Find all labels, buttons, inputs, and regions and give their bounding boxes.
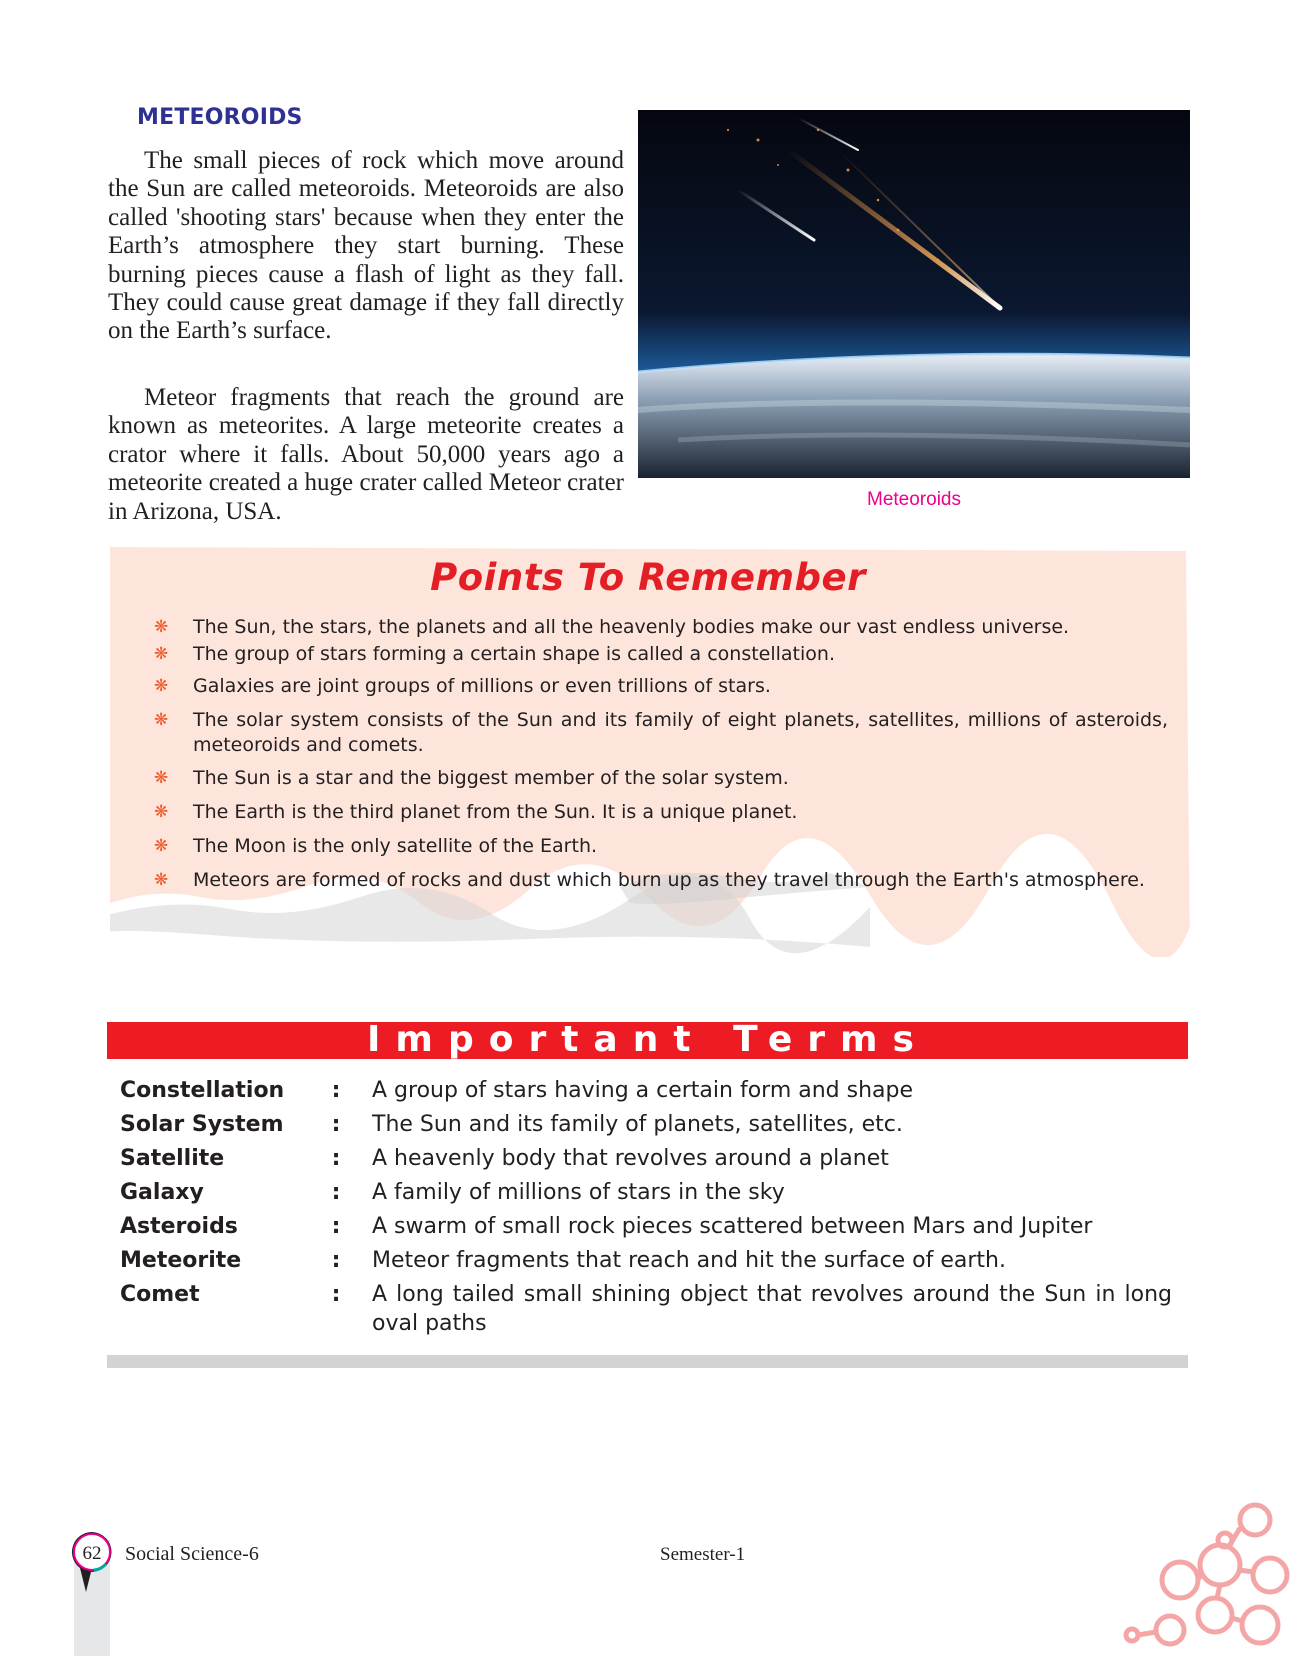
term-definition: A group of stars having a certain form and shape (372, 1078, 914, 1103)
table-row (120, 1076, 1172, 1105)
term-name: Solar System (120, 1112, 284, 1137)
term-name: Satellite (120, 1146, 225, 1171)
decorative-circles-icon (1120, 1500, 1296, 1656)
flower-bullet-icon: ❋ (154, 710, 169, 730)
meteoroids-photo (638, 110, 1190, 478)
section-heading: METEOROIDS (137, 105, 303, 130)
term-definition: The Sun and its family of planets, satellites, etc. (372, 1112, 903, 1137)
flower-bullet-icon: ❋ (154, 768, 169, 788)
list-item: ❋ The group of stars forming a certain shape is called a constellation. (154, 643, 835, 665)
term-definition: A family of millions of stars in the sky (372, 1180, 785, 1205)
term-name: Comet (120, 1282, 200, 1307)
term-name: Meteorite (120, 1248, 242, 1273)
term-definition: A swarm of small rock pieces scattered between Mars and Jupiter (372, 1214, 1093, 1239)
table-row (120, 1110, 1172, 1139)
list-item: ❋ The Sun, the stars, the planets and all the heavenly bodies make our vast endless universe. (154, 616, 1070, 638)
terms-bottom-rule (107, 1355, 1188, 1368)
photo-caption: Meteoroids (867, 489, 961, 510)
flower-bullet-icon: ❋ (154, 676, 169, 696)
term-separator: : (331, 1180, 341, 1205)
important-terms-title: Important Terms (367, 1019, 929, 1060)
flower-bullet-icon: ❋ (154, 617, 169, 637)
list-item: ❋ The solar system consists of the Sun and its family of eight planets, satellites, millions of asteroids, meteoroids and comets. (154, 709, 1168, 756)
points-list (150, 615, 1168, 893)
terms-table (120, 1076, 1172, 1343)
term-definition: A long tailed small shining object that revolves around the Sun in long oval paths (372, 1282, 1172, 1336)
list-item: ❋ Meteors are formed of rocks and dust which burn up as they travel through the Earth's atmosphere. (154, 869, 1145, 891)
term-name: Constellation (120, 1078, 285, 1103)
term-separator: : (331, 1146, 341, 1171)
flower-bullet-icon: ❋ (154, 870, 169, 890)
term-definition: A heavenly body that revolves around a planet (372, 1146, 889, 1171)
term-separator: : (331, 1248, 341, 1273)
term-name: Asteroids (120, 1214, 238, 1239)
term-separator: : (331, 1078, 341, 1103)
table-row (120, 1280, 1172, 1338)
list-item: ❋ Galaxies are joint groups of millions or even trillions of stars. (154, 675, 771, 697)
table-row (120, 1178, 1172, 1207)
term-definition: Meteor fragments that reach and hit the surface of earth. (372, 1248, 1006, 1273)
flower-bullet-icon: ❋ (154, 802, 169, 822)
list-item: ❋ The Earth is the third planet from the Sun. It is a unique planet. (154, 801, 798, 823)
semester-label: Semester-1 (660, 1544, 746, 1565)
term-separator: : (331, 1214, 341, 1239)
table-row (120, 1212, 1172, 1241)
book-title: Social Science-6 (125, 1543, 259, 1565)
list-item: ❋ The Moon is the only satellite of the Earth. (154, 835, 598, 857)
term-separator: : (331, 1112, 341, 1137)
table-row (120, 1246, 1172, 1275)
points-to-remember-title: Points To Remember (430, 556, 866, 599)
term-separator: : (331, 1282, 341, 1307)
meteoroids-paragraph-1: The small pieces of rock which move around the Sun are called meteoroids. Meteoroids are also called 'shooting stars' because when they enter the Earth’s atmosphere they start burning. These burning pieces cause a flash of light as they fall. They could cause great damage if they fall directly on the Earth’s surface. (108, 147, 624, 345)
list-item: ❋ The Sun is a star and the biggest member of the solar system. (154, 767, 789, 789)
term-name: Galaxy (120, 1180, 204, 1205)
page-number: 62 (82, 1543, 102, 1564)
table-row (120, 1144, 1172, 1173)
meteoroids-paragraph-2: Meteor fragments that reach the ground are known as meteorites. A large meteorite creates a crator where it falls. About 50,000 years ago a meteorite created a huge crater called Meteor crater in Arizona, USA. (108, 384, 624, 525)
flower-bullet-icon: ❋ (154, 644, 169, 664)
flower-bullet-icon: ❋ (154, 836, 169, 856)
